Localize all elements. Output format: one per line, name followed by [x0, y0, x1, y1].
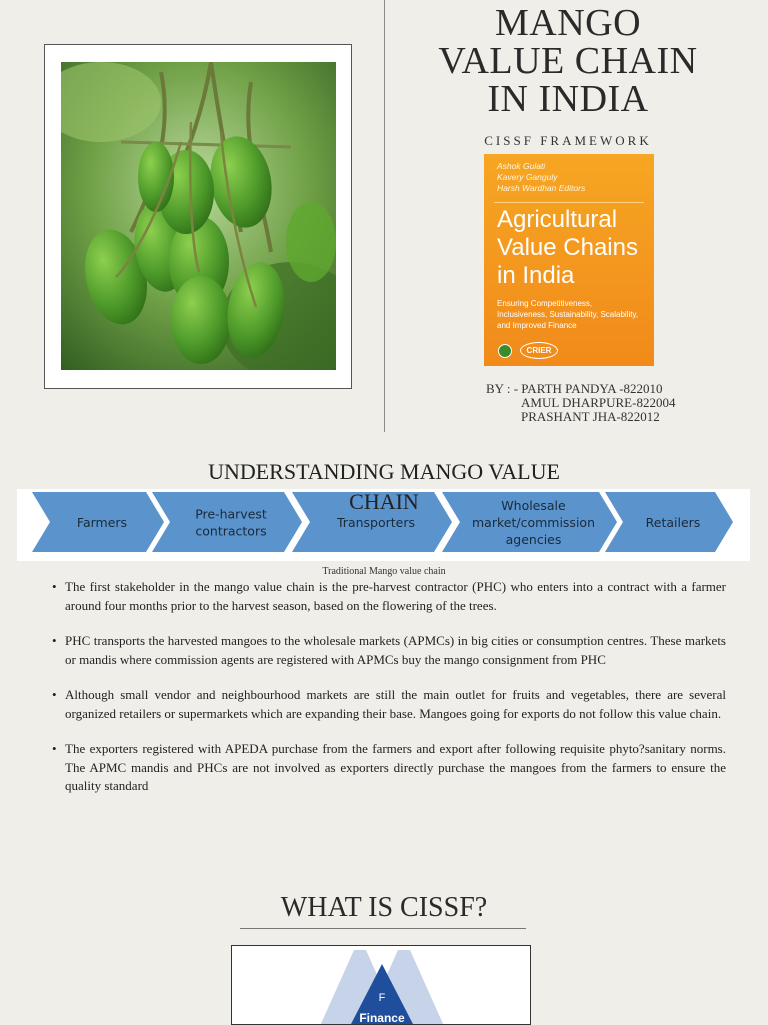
book-subtitle-line: and Improved Finance	[497, 321, 577, 330]
pyramid-label: Finance	[359, 1011, 405, 1025]
author-line: AMUL DHARPURE-822004	[521, 395, 676, 410]
book-rule	[494, 202, 644, 203]
chain-step-label: Retailers	[645, 515, 701, 530]
chain-step-label: Transporters	[337, 515, 415, 530]
book-editors	[497, 161, 585, 194]
book-subtitle-line: Inclusiveness, Sustainability, Scalability,	[497, 310, 639, 319]
book-title-line: Value Chains	[497, 234, 638, 261]
book-title-line: in India	[497, 262, 575, 289]
cissf-diagram	[231, 945, 531, 1025]
section-title: UNDERSTANDING MANGO VALUE	[208, 459, 560, 484]
title-underline	[240, 928, 526, 929]
title-line: VALUE CHAIN	[438, 40, 698, 82]
book-subtitle-line: Ensuring Competitiveness,	[497, 299, 593, 308]
bullet-list	[50, 578, 726, 813]
book-title	[497, 206, 638, 290]
mango-tree-photo	[61, 62, 336, 370]
publisher-emblem-icon	[498, 344, 512, 358]
vertical-divider	[384, 0, 385, 432]
section-title-continued: CHAIN	[349, 489, 419, 514]
book-title-line: Agricultural	[497, 206, 618, 233]
slide-subtitle: CISSF FRAMEWORK	[484, 133, 652, 148]
book-cover	[484, 154, 654, 366]
editor-name: Ashok Gulati	[497, 161, 546, 171]
editor-name	[497, 183, 585, 194]
slide-title	[400, 4, 736, 118]
chain-step-label: Pre-harvest	[195, 506, 267, 522]
chain-step-label: Wholesale	[501, 498, 566, 513]
pyramid-letter: F	[378, 992, 386, 1004]
editor-name: Kavery Ganguly	[497, 172, 558, 182]
list-item: • PHC transports the harvested mangoes to the wholesale markets (APMCs) in big cities or consumption centres. These markets or mandis where commission agents are registered with APMCs buy the mango consignment from PHC	[50, 632, 726, 669]
cissf-pyramid	[232, 946, 531, 1025]
diagram-caption: Traditional Mango value chain	[322, 566, 446, 577]
chain-step-label: agencies	[505, 532, 562, 547]
author-line: BY : - PARTH PANDYA -822010	[486, 381, 663, 396]
authors-block	[486, 382, 675, 424]
cissf-title: WHAT IS CISSF?	[280, 892, 488, 923]
chain-step-label: market/commission	[472, 515, 595, 530]
editors-suffix: Editors	[558, 183, 586, 193]
list-item: • The first stakeholder in the mango value chain is the pre-harvest contractor (PHC) who enters into a contract with a farmer around four months prior to the harvest season, based on the flowering of the trees.	[50, 578, 726, 615]
author-line: PRASHANT JHA-822012	[521, 409, 660, 424]
crier-logo: CRIER	[520, 342, 558, 359]
chain-step-label: contractors	[195, 523, 267, 539]
mango-photo-frame	[44, 44, 352, 389]
editor-name-text: Harsh Wardhan	[497, 183, 557, 193]
title-line: MANGO	[494, 2, 642, 44]
list-item: • Although small vendor and neighbourhood markets are still the main outlet for fruits and vegetables, there are several organized retailers or supermarkets which are expanding their base. Mangoes going for exports do not follow this value chain.	[50, 686, 726, 723]
book-subtitle	[497, 298, 649, 331]
chain-step-label: Farmers	[76, 515, 128, 530]
title-line: IN INDIA	[487, 78, 649, 120]
list-item: • The exporters registered with APEDA purchase from the farmers and export after following requisite phyto?sanitary norms. The APMC mandis and PHCs are not involved as exporters directly purchase the mangoes from the farmers to ensure the quality standard	[50, 740, 726, 796]
